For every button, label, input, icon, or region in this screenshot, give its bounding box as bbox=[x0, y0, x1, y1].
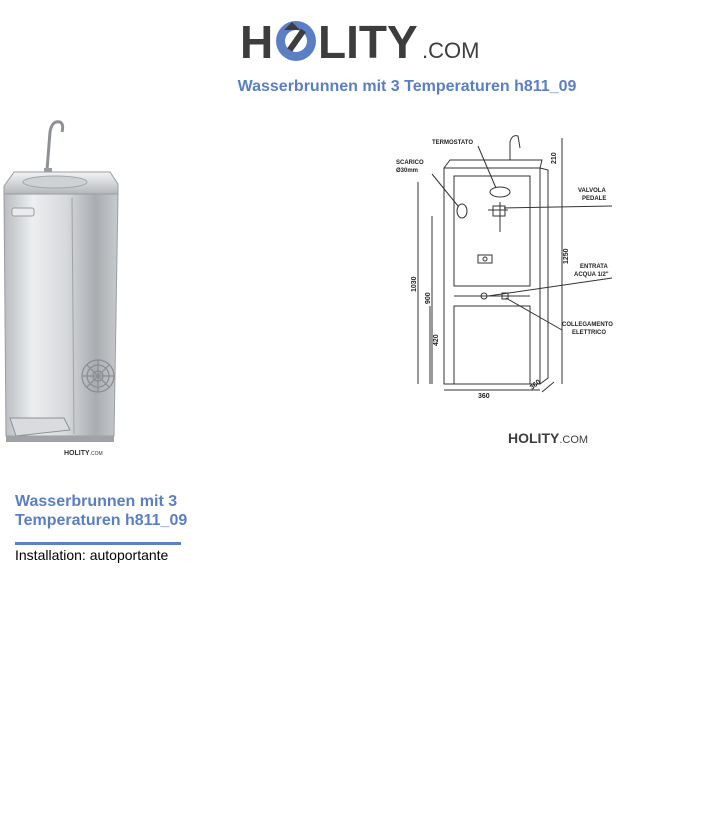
label-scarico: SCARICO bbox=[396, 160, 424, 166]
dim-210: 210 bbox=[551, 152, 558, 164]
label-entrata: ENTRATA bbox=[580, 264, 608, 270]
dim-900: 900 bbox=[425, 292, 432, 304]
label-collegamento: COLLEGAMENTO bbox=[562, 322, 613, 328]
drawing-brand-main: HOLITY bbox=[508, 430, 560, 446]
dim-420: 420 bbox=[433, 334, 440, 346]
label-pedale: PEDALE bbox=[582, 196, 607, 202]
label-valvola: VALVOLA bbox=[578, 188, 606, 194]
photo-brand-suffix: .COM bbox=[89, 451, 103, 457]
logo-o-icon bbox=[276, 21, 316, 61]
dim-1030: 1030 bbox=[411, 276, 418, 292]
product-name: Wasserbrunnen mit 3 Temperaturen h811_09 bbox=[15, 493, 188, 529]
drawing-brand-suffix: .COM bbox=[559, 434, 589, 446]
label-acqua: ACQUA 1/2" bbox=[574, 272, 609, 278]
logo-suffix: .COM bbox=[422, 38, 480, 63]
drawing-brand-logo bbox=[508, 430, 588, 446]
photo-brand-main: HOLITY bbox=[64, 450, 90, 457]
photo-brand-logo bbox=[64, 450, 103, 457]
spec-installation: Installation: autoportante bbox=[15, 547, 169, 563]
logo-letters: LITY bbox=[318, 16, 418, 66]
label-elettrico: ELETTRICO bbox=[572, 330, 606, 336]
page-title: Wasserbrunnen mit 3 Temperaturen h811_09 bbox=[237, 78, 577, 95]
dim-360-width: 360 bbox=[478, 393, 490, 400]
technical-drawing bbox=[392, 130, 628, 400]
dim-360-depth: 360 bbox=[528, 378, 543, 392]
label-termostato: TERMOSTATO bbox=[432, 140, 473, 146]
dim-1250: 1250 bbox=[563, 248, 570, 264]
product-photo bbox=[0, 118, 122, 448]
logo-letter-h: H bbox=[240, 16, 274, 66]
holity-logo bbox=[240, 14, 480, 66]
label-scarico-size: Ø30mm bbox=[396, 168, 419, 174]
divider bbox=[15, 542, 181, 545]
